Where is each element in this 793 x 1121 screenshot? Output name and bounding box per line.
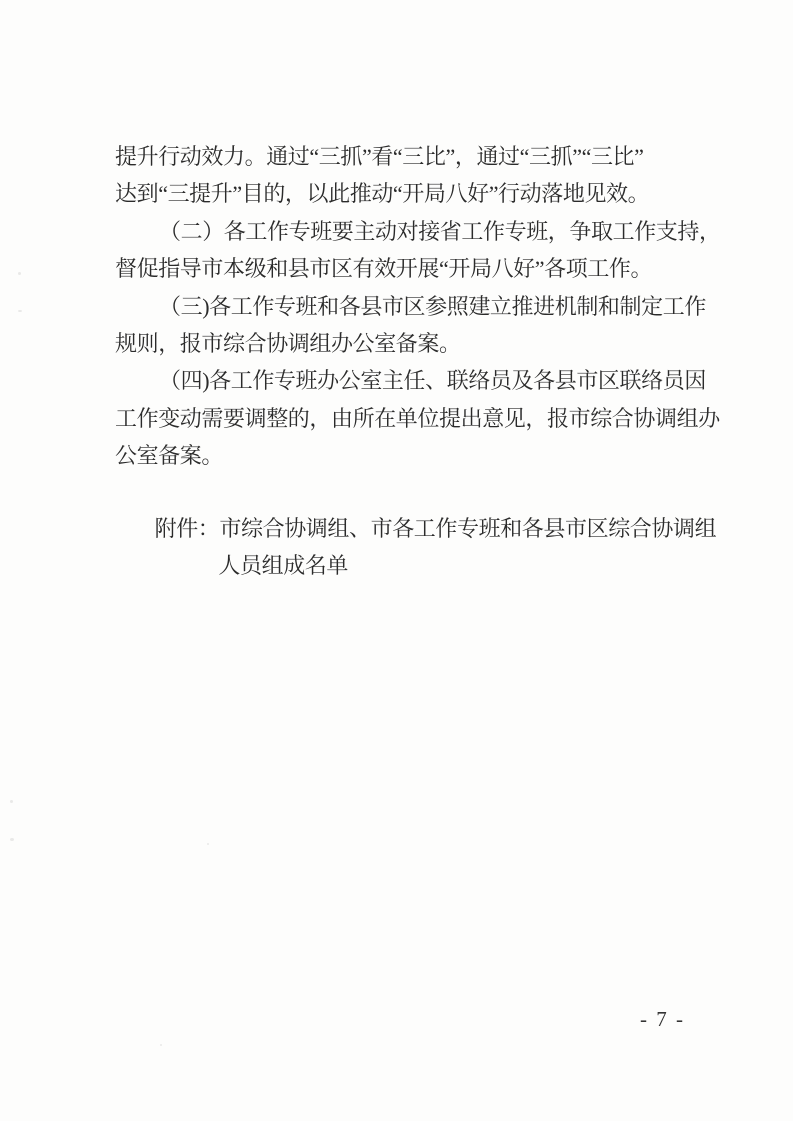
text-line: 督促指导市本级和县市区有效开展“开局八好”各项工作。 <box>115 256 653 282</box>
text-line: 公室备案。 <box>115 443 224 469</box>
scan-speck <box>207 843 209 845</box>
text-line: 工作变动需要调整的，由所在单位提出意见，报市综合协调组办 <box>115 405 720 431</box>
scan-speck <box>18 272 21 275</box>
text-line: 附件：市综合协调组、市各工作专班和各县市区综合协调组 <box>154 516 717 541</box>
text-line: 达到“三提升”目的，以此推动“开局八好”行动落地见效。 <box>115 181 650 207</box>
scan-speck <box>160 1044 162 1046</box>
page-number: - 7 - <box>640 1007 685 1031</box>
scan-speck <box>10 800 13 803</box>
scan-speck <box>18 310 22 312</box>
text-line: （三)各工作专班和各县市区参照建立推进机制和制定工作 <box>159 293 706 319</box>
document-body-text <box>115 138 719 475</box>
text-line: 提升行动效力。通过“三抓”看“三比”，通过“三抓”“三比” <box>115 144 644 169</box>
scan-speck <box>10 838 14 841</box>
attachment-note <box>115 510 719 585</box>
text-line: 规则，报市综合协调组办公室备案。 <box>115 331 461 357</box>
text-line: （二）各工作专班要主动对接省工作专班，争取工作支持， <box>159 218 721 244</box>
text-line: （四)各工作专班办公室主任、联络员及各县市区联络员因 <box>159 368 706 394</box>
text-line: 人员组成名单 <box>218 553 348 579</box>
